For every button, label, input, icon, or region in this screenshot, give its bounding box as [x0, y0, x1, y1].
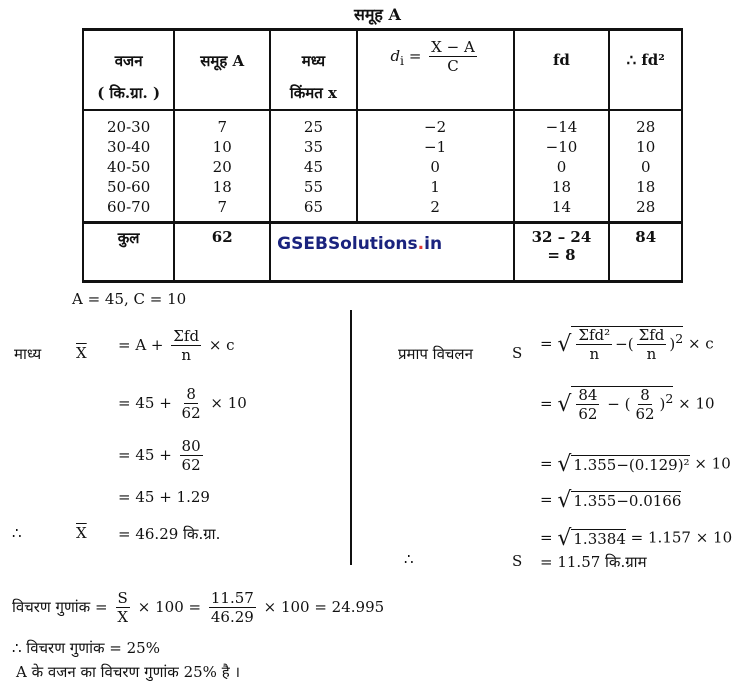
mean-line-1: = A + $\frac{\text{Σfd}}{n}$ × c	[118, 327, 235, 364]
sd-line-2: = √ $\frac{84}{62}$ − ( $\frac{8}{62}$ )$^2$ × 10	[540, 386, 715, 423]
vertical-divider	[350, 310, 352, 565]
mean-line-4: = 45 + 1.29	[118, 488, 210, 506]
sd-symbol: S	[512, 344, 523, 362]
sd-result-symbol: S	[512, 552, 523, 570]
given-values: A = 45, C = 10	[72, 290, 187, 308]
table-row: 40-50 20 45 0 0 0	[83, 157, 682, 177]
header-mid: मध्य किंमत x	[270, 30, 357, 111]
cv-conclusion-2: A के वजन का विचरण गुणांक 25% है ।	[16, 663, 241, 681]
sd-line-5: = √ 1.3384 = 1.157 × 10	[540, 526, 733, 551]
sd-line-4: = √ 1.355−0.0166	[540, 488, 682, 513]
cv-conclusion-1: ∴ विचरण गुणांक = 25%	[12, 639, 160, 657]
table-total-row: कुल 62 GSEBSolutions.in 32 – 24 = 8 84	[83, 223, 682, 282]
di-formula-fraction: $\frac{X - A}{C}$	[431, 38, 475, 75]
gseb-watermark: GSEBSolutions.in	[277, 234, 443, 254]
sd-line-3: = √ 1.355−(0.129)² × 10	[540, 452, 731, 477]
table-row: 60-70 7 65 2 14 28	[83, 197, 682, 223]
frequency-table	[82, 28, 683, 283]
table-header-row	[83, 30, 682, 111]
table-row: 20-30 7 25 −2 −14 28	[83, 110, 682, 137]
header-fd: fd	[514, 30, 610, 111]
total-fd: 32 – 24 = 8	[514, 223, 610, 282]
sd-line-1: = √ $\frac{\text{Σfd²}}{n}$ −( $\frac{\text{Σfd}}{n}$ )$^2$ × c	[540, 326, 714, 363]
header-weight: वजन ( कि.ग्रा. )	[83, 30, 174, 111]
watermark-cell	[270, 223, 513, 282]
cv-formula: विचरण गुणांक = $\frac{S}{X}$ × 100 = $\frac{11.57}{46.29}$ × 100 = 24.995	[12, 589, 385, 626]
header-di: $d_i$ = $\frac{X - A}{C}$	[357, 30, 514, 111]
header-fd2: ∴ fd²	[609, 30, 682, 111]
mean-symbol: $\overline{X}$	[76, 344, 87, 362]
table-row: 30-40 10 35 −1 −10 10	[83, 137, 682, 157]
sd-therefore: ∴	[404, 550, 414, 568]
mean-symbol-result: $\overline{X}$	[76, 524, 87, 542]
table-title: समूह A	[354, 5, 401, 24]
mean-result: = 46.29 कि.ग्रा.	[118, 525, 221, 543]
sd-result: = 11.57 कि.ग्राम	[540, 553, 647, 571]
mean-line-2: = 45 + $\frac{8}{62}$ × 10	[118, 385, 247, 422]
table-row: 50-60 18 55 1 18 18	[83, 177, 682, 197]
mean-label: माध्य	[14, 345, 42, 363]
therefore-symbol: ∴	[12, 524, 22, 542]
sd-label: प्रमाप विचलन	[398, 345, 473, 363]
mean-line-3: = 45 + $\frac{80}{62}$	[118, 437, 201, 474]
header-group: समूह A	[174, 30, 270, 111]
